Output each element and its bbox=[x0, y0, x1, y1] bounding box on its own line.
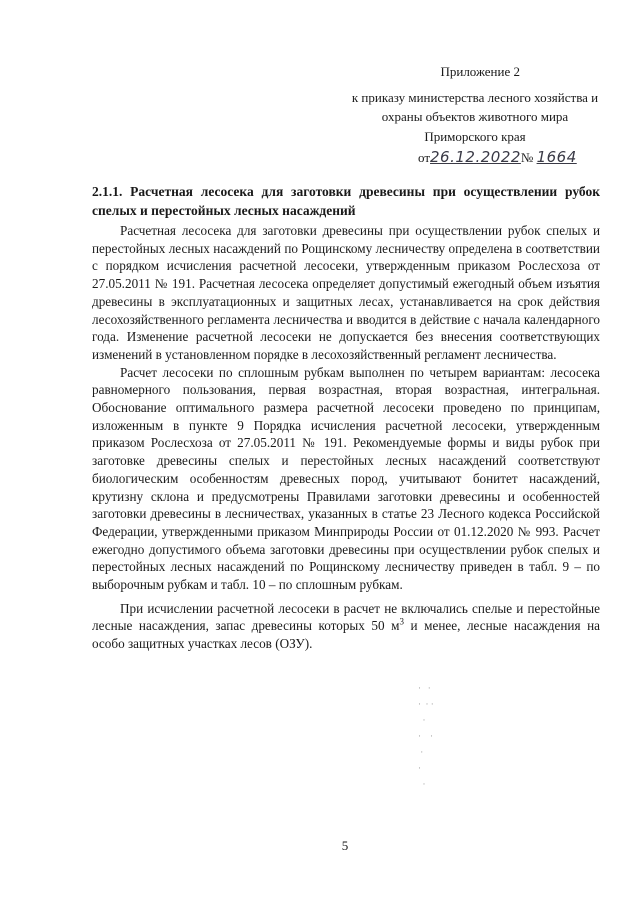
appendix-line-3: Приморского края bbox=[424, 128, 526, 144]
appendix-line-1: к приказу министерства лесного хозяйства и bbox=[351, 89, 599, 105]
section-body bbox=[92, 222, 600, 653]
order-date: 26.12.2022 bbox=[430, 148, 521, 166]
appendix-header bbox=[345, 62, 605, 146]
order-date-number bbox=[418, 148, 577, 166]
paragraph: Расчетная лесосека для заготовки древесины при осуществлении рубок спелых и перестойных лесных насаждений по Рощинскому лесничеству определена в соответствии с порядком исчисления расчетной лесосеки, утвержденным приказом Рослесхоза от 27.05.2011 № 191. Расчетная лесосека определяет допустимый ежегодный объем изъятия древесины в эксплуатационных и защитных лесах, устанавливается на срок действия лесохозяйственного регламента лесничества и вводится в действие с начала календарного года. Изменение расчетной лесосеки не допускается без внесения соответствующих изменений в установленном порядке в лесохозяйственный регламент лесничества. bbox=[92, 223, 600, 362]
order-number: 1664 bbox=[536, 148, 577, 166]
paragraph: Расчет лесосеки по сплошным рубкам выполнен по четырем вариантам: лесосека равномерного пользования, первая возрастная, вторая возрастная, интегральная. Обоснование оптимального размера расчетной лесосеки проведено по принципам, изложенным в пункте 9 Порядка исчисления расчетной лесосеки, утвержденным приказом Рослесхоза от 27.05.2011 № 191. Рекомендуемые формы и виды рубок при заготовке древесины спелых и перестойных лесных насаждений соответствуют биологическим особенностям древесных пород, учитывают бонитет насаждений, крутизну склона и предусмотрены Правилами заготовки древесины и особенностей заготовки древесины в лесничествах, указанных в статье 23 Лесного кодекса Российской Федерации, утвержденными приказом Минприроды России от 01.12.2020 № 993. Расчет ежегодно допустимого объема заготовки древесины при осуществлении рубок спелых и перестойных лесных насаждений по Рощинскому лесничеству приведен в табл. 9 – по выборочным рубкам и табл. 10 – по сплошным рубкам. bbox=[92, 364, 600, 593]
order-from-label: от bbox=[418, 150, 431, 165]
appendix-title: Приложение 2 bbox=[440, 64, 520, 79]
section-heading: 2.1.1. Расчетная лесосека для заготовки древесины при осуществлении рубок спелых и перестойных лесных насаждений bbox=[92, 184, 600, 218]
order-number-label: № bbox=[520, 150, 534, 165]
paragraph-text: При исчислении расчетной лесосеки в расчет не включались спелые и перестойные лесные насаждения, запас древесины которых 50 м bbox=[92, 600, 600, 634]
appendix-line-2: охраны объектов животного мира bbox=[381, 109, 569, 124]
paragraph bbox=[92, 600, 600, 653]
paragraph-text: и менее, лесные насаждения на особо защитных участках лесов (ОЗУ). bbox=[92, 618, 600, 652]
superscript: 3 bbox=[399, 617, 404, 628]
page-number: 5 bbox=[341, 838, 349, 853]
scan-marks: · · · · · · · · · · · bbox=[418, 683, 434, 789]
